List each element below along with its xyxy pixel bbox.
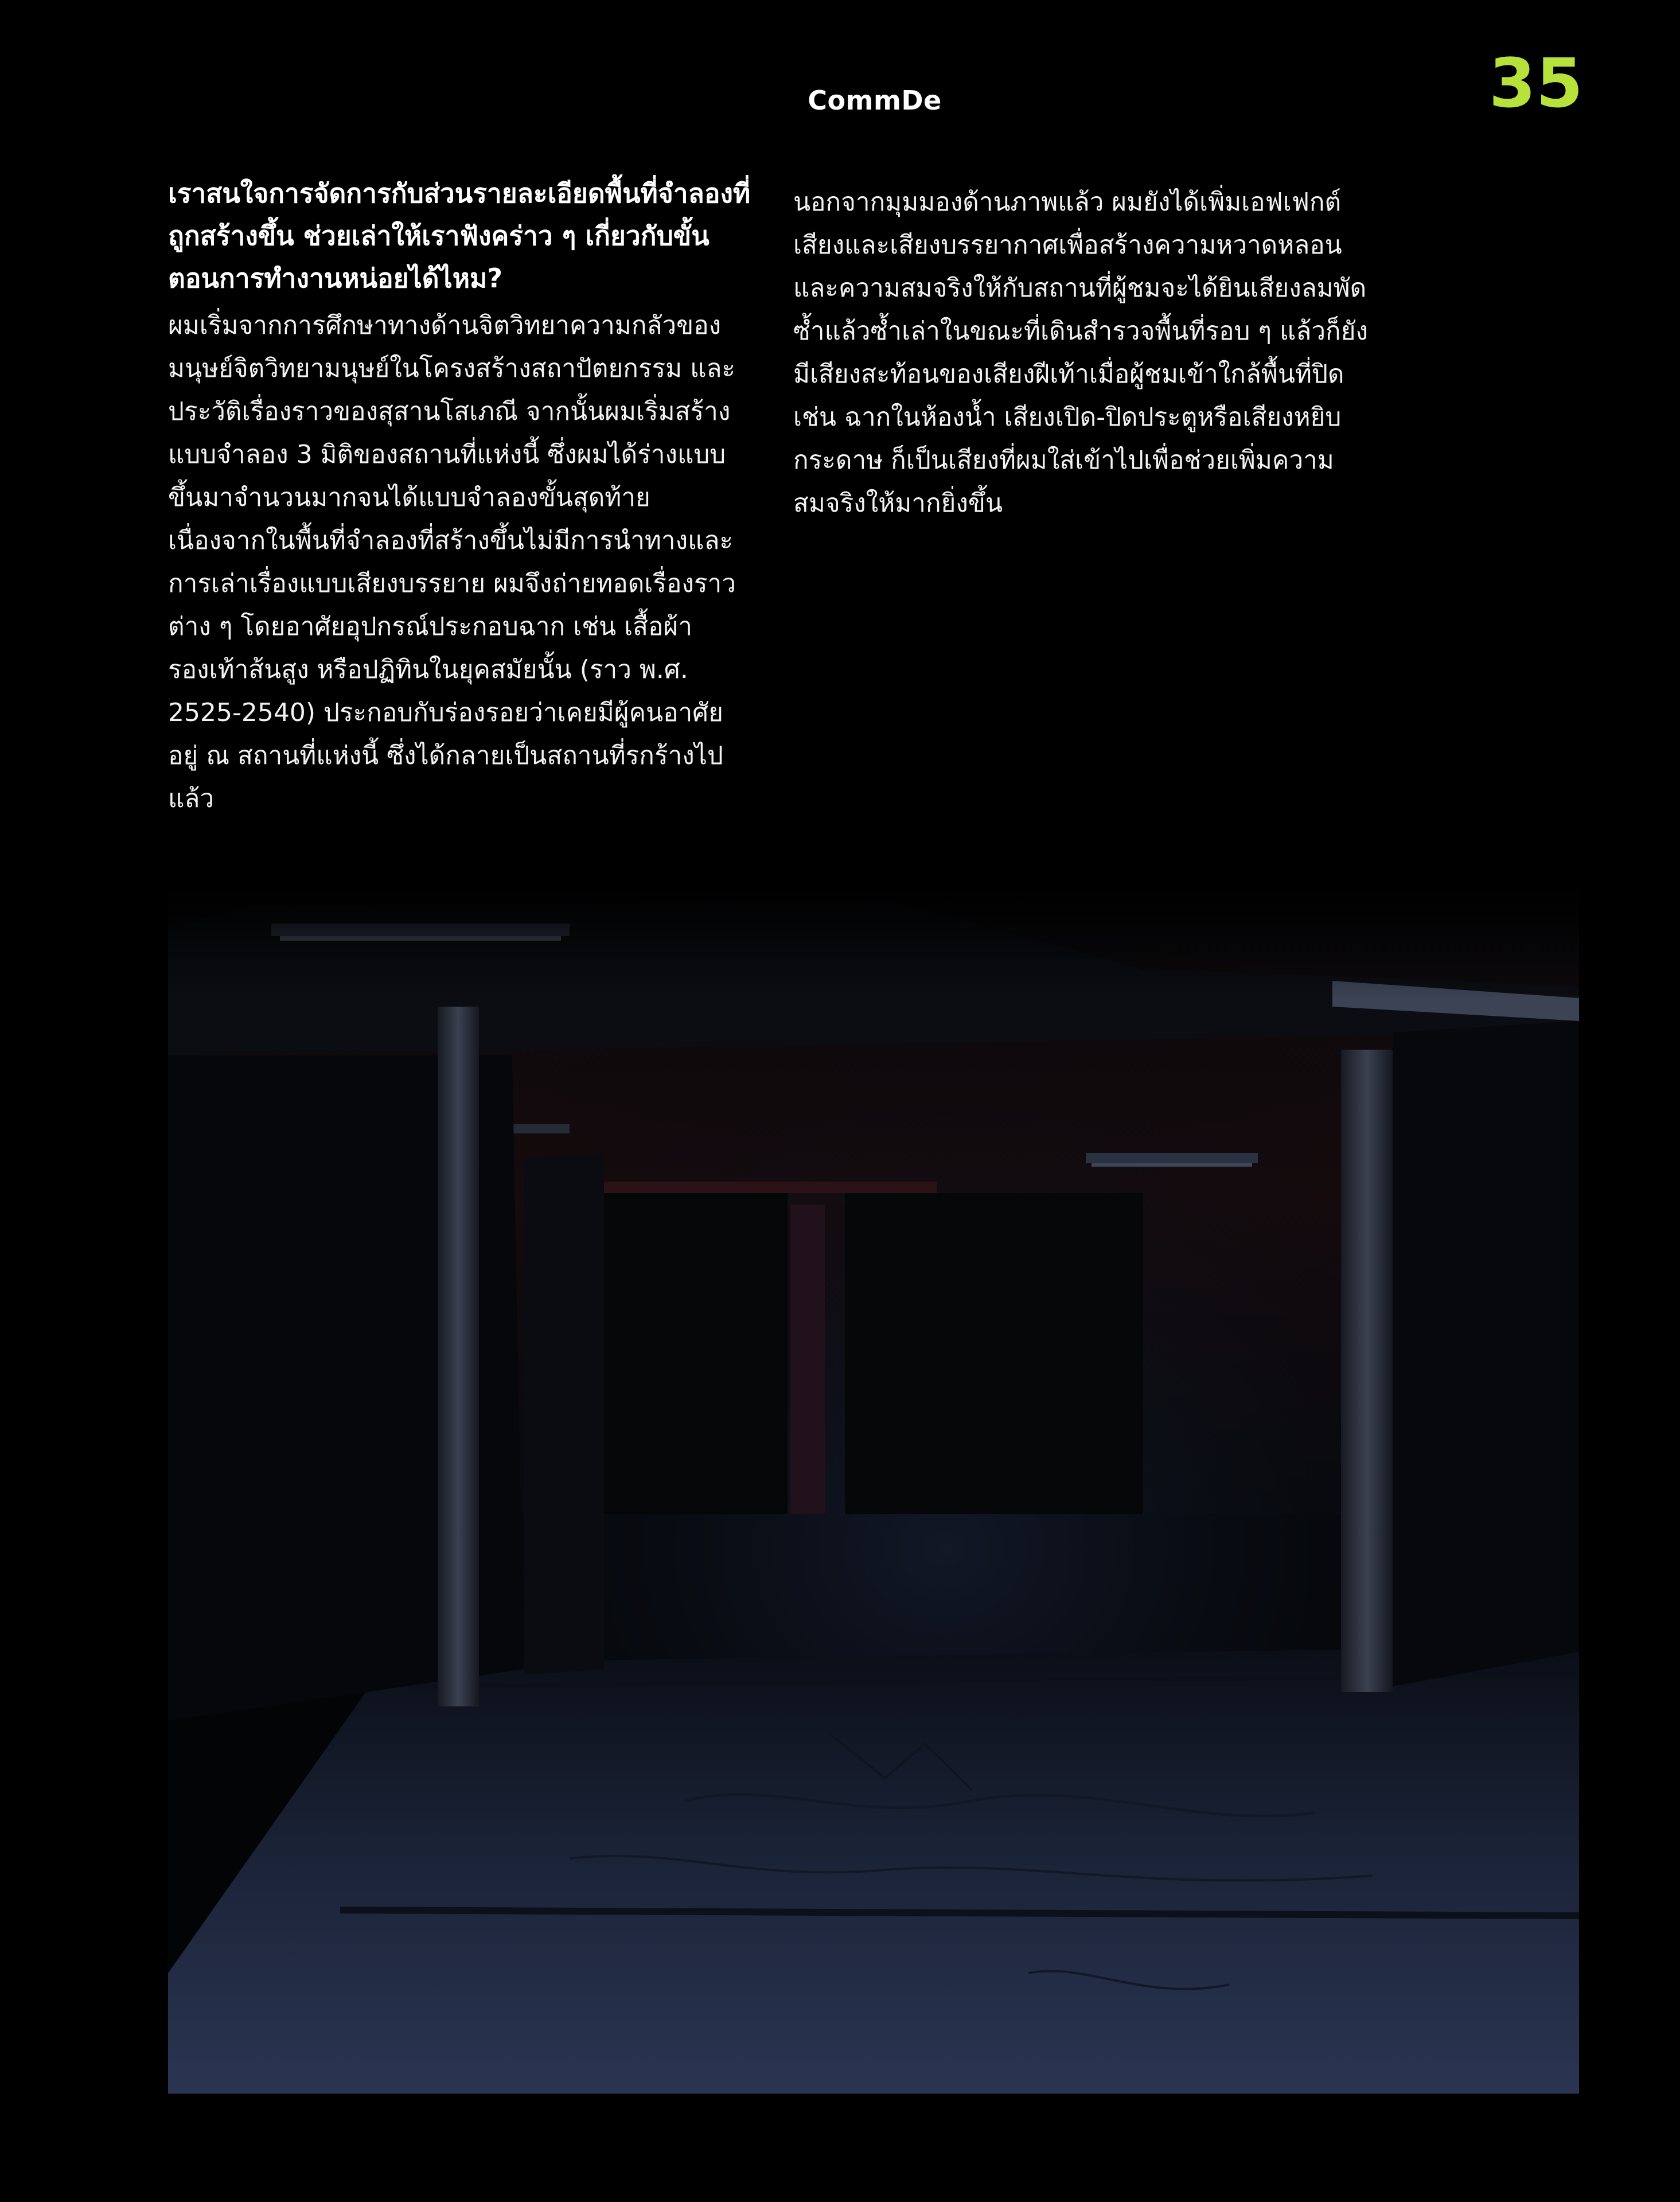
interview-answer-part-2: นอกจากมุมมองด้านภาพแล้ว ผมยังได้เพิ่มเอฟเฟกต์เสียงและเสียงบรรยากาศเพื่อสร้างความหวาดหลอนและความสมจริงให้กับสถานที่ผู้ชมจะได้ยินเสียงลมพัดซ้ำแล้วซ้ำเล่าในขณะที่เดินสำรวจพื้นที่รอบ ๆ แล้วก็ยังมีเสียงสะท้อนของเสียงฝีเท้าเมื่อผู้ชมเข้าใกล้พื้นที่ปิด เช่น ฉากในห้องน้ำ เสียงเปิด-ปิดประตูหรือเสียงหยิบกระดาษ ก็เป็นเสียงที่ผมใส่เข้าไปเพื่อช่วยเพิ่มความสมจริงให้มากยิ่งขึ้น bbox=[793, 188, 1368, 518]
right-column bbox=[793, 181, 1378, 525]
header-brand: CommDe bbox=[808, 85, 942, 116]
interview-answer-part-1: ผมเริ่มจากการศึกษาทางด้านจิตวิทยาความกลัวของมนุษย์จิตวิทยามนุษย์ในโครงสร้างสถาปัตยกรรม และประวัติเรื่องราวของสุสานโสเภณี จากนั้นผมเริ่มสร้างแบบจำลอง 3 มิติของสถานที่แห่งนี้ ซึ่งผมได้ร่างแบบขึ้นมาจำนวนมากจนได้แบบจำลองขั้นสุดท้าย เนื่องจากในพื้นที่จำลองที่สร้างขึ้นไม่มีการนำทางและการเล่าเรื่องแบบเสียงบรรยาย ผมจึงถ่ายทอดเรื่องราวต่าง ๆ โดยอาศัยอุปกรณ์ประกอบฉาก เช่น เสื้อผ้า รองเท้าส้นสูง หรือปฏิทินในยุคสมัยนั้น (ราว พ.ศ. 2525-2540) ประกอบกับร่องรอยว่าเคยมีผู้คนอาศัยอยู่ ณ สถานที่แห่งนี้ ซึ่งได้กลายเป็นสถานที่รกร้างไปแล้ว bbox=[168, 311, 736, 813]
rendered-scene-image bbox=[168, 883, 1579, 2094]
page-number: 35 bbox=[1488, 44, 1583, 123]
left-column bbox=[168, 172, 753, 820]
interview-question: เราสนใจการจัดการกับส่วนรายละเอียดพื้นที่จำลองที่ถูกสร้างขึ้น ช่วยเล่าให้เราฟังคร่าว ๆ เกี่ยวกับขั้นตอนการทำงานหน่อยได้ไหม? bbox=[168, 178, 751, 294]
